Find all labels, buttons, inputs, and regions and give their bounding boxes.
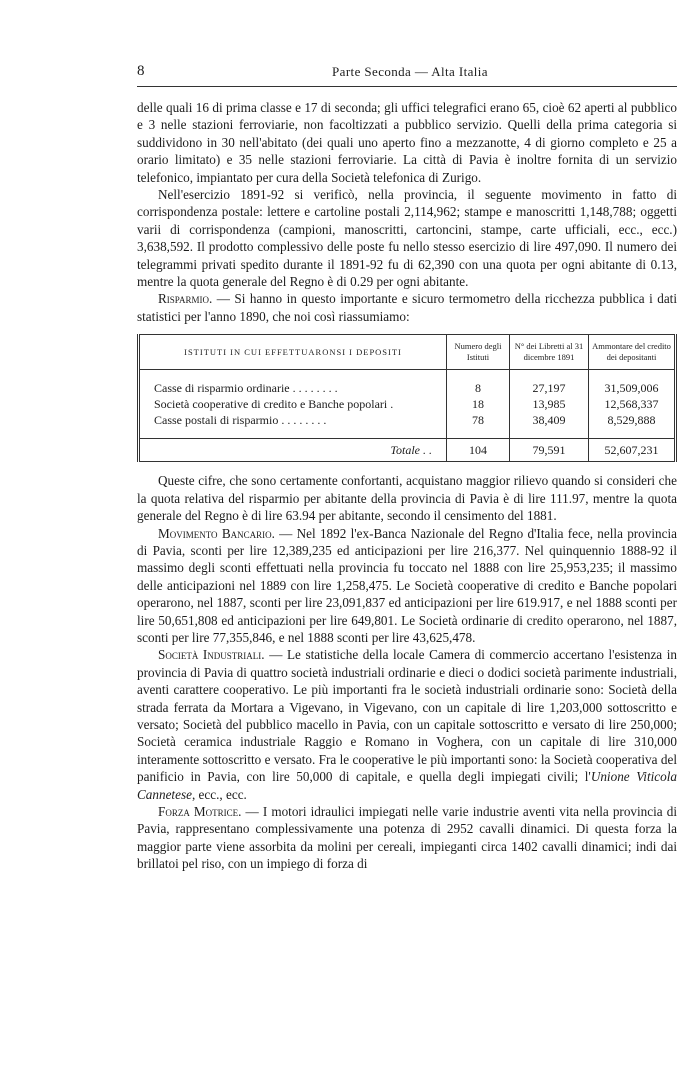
societa-italic-name: Unione Viticola Cannetese: [137, 769, 677, 802]
savings-table-wrapper: [137, 334, 677, 462]
paragraph-quota-risparmio: Queste cifre, che sono certamente confortanti, acquistano maggior rilievo quando si consideri che la quota relativa del risparmio per abitante della provincia di Pavia è di lire 111.97, mentre la quota generale del Regno è di lire 63.94 per abitante, secondo il censimento del 1881.: [137, 473, 677, 524]
paragraph-societa-industriali: [137, 646, 677, 803]
total-libretti: 79,591: [510, 439, 589, 462]
risparmio-text: — Si hanno in questo importante e sicuro termometro della ricchezza pubblica i dati statistici per l'anno 1890, che noi così riassumiamo:: [137, 291, 677, 324]
table-row: [139, 396, 676, 412]
section-heading-societa: Società Industriali.: [158, 647, 265, 663]
cell-istituti: 18: [447, 396, 510, 412]
page-number: 8: [137, 63, 145, 79]
total-label: Totale . .: [139, 439, 447, 462]
paragraph-corrispondenza: Nell'esercizio 1891-92 si verificò, nella provincia, il seguente movimento in fatto di corrispondenza postale: lettere e cartoline postali 2,114,962; stampe e manoscritti 1,148,788; oggetti varii di corrispondenza (campioni, manoscritti, cartoncini, stampe, carte ufficiali, ecc., ecc.) 3,638,592. Il prodotto complessivo delle poste fu nello stesso esercizio di lire 497,090. Il numero dei telegrammi privati spedito durante il 1891-92 fu di 62,390 con una quota per ogni abitante di 0.13, mentre la quota generale del Regno è di 0.29 per ogni abitante.: [137, 187, 677, 290]
table-header-row: [139, 335, 676, 370]
table-total-row: [139, 439, 676, 462]
table-row: [139, 412, 676, 428]
cell-ammontare: 8,529,888: [589, 412, 676, 428]
total-ammontare: 52,607,231: [589, 439, 676, 462]
savings-table: [137, 334, 677, 462]
col-header-numero: Numero degli Istituti: [447, 335, 510, 370]
col-header-istituti: ISTITUTI IN CUI EFFETTUARONSI I DEPOSITI: [139, 335, 447, 370]
col-header-libretti: N° dei Libretti al 31 dicembre 1891: [510, 335, 589, 370]
cell-istituti: 78: [447, 412, 510, 428]
forza-text: — I motori idraulici impiegati nelle varie industrie aventi vita nella provincia di Pavia, rappresentano complessivamente una potenza di 2952 cavalli dinamici. Di questa forza la maggior parte viene assorbita da molini per cereali, impieganti circa 1402 cavalli dinamici; indi dai brillatoi pel riso, con un impiego di forza di: [137, 804, 677, 872]
paragraph-movimento-bancario: [137, 525, 677, 647]
paragraph-telegrafi: delle quali 16 di prima classe e 17 di seconda; gli uffici telegrafici erano 65, cioè 62 aperti al pubblico e 3 nelle stazioni ferroviarie, non facoltizzati a pubblico servizio. Quelli della prima categoria si suddividono in 30 nell'abitato (dei quali uno aperto fino a mezzanotte, 4 di giorno completo e 25 a orario limitato) e 35 nelle stazioni ferroviarie. La città di Pavia è inoltre fornita di un servizio telefonico, impiantato per cura della Società telefonica di Zurigo.: [137, 100, 677, 185]
row-label: Società cooperative di credito e Banche popolari .: [154, 397, 394, 412]
cell-libretti: 27,197: [510, 380, 589, 396]
row-label: Casse di risparmio ordinarie . . . . . . . .: [154, 381, 338, 396]
section-heading-risparmio: Risparmio.: [158, 291, 213, 307]
table-spacer: [139, 428, 676, 439]
cell-istituti: 8: [447, 380, 510, 396]
paragraph-risparmio: [137, 290, 677, 325]
cell-libretti: 13,985: [510, 396, 589, 412]
table-row: [139, 380, 676, 396]
cell-ammontare: 31,509,006: [589, 380, 676, 396]
societa-text: — Le statistiche della locale Camera di commercio accertano l'esistenza in provincia di Pavia di quattro società industriali ordinarie e dieci o dodici società parimente industriali, aventi carattere cooperativo. Le più importanti fra le società industriali ordinarie sono: Società della strada ferrata da Mortara a Vigevano, in Vigevano, con un capitale di lire 1,203,000 sottoscritto e versato; Società del pubblico macello in Pavia, con un capitale sottoscritto e versato di lire 250,000; Società ceramica industriale Raggio e Romano in Voghera, con un capitale di lire 310,000 interamente sottoscritto e versato. Fra le cooperative le più importanti sono: la Società cooperativa del panificio in Pavia, con lire 50,000 di capitale, e quella degli impiegati civili; l': [137, 647, 677, 785]
running-title: Parte Seconda — Alta Italia: [332, 64, 488, 79]
movimento-text: — Nel 1892 l'ex-Banca Nazionale del Regno d'Italia fece, nella provincia di Pavia, sconti per lire 12,389,235 ed anticipazioni per lire 216,377. Nel quinquennio 1888-92 il massimo degli sconti effettuati nella provincia fu toccato nel 1888 con lire 25,953,235; il massimo delle anticipazioni nel 1889 con lire 1,258,475. Le Società cooperative di credito e Banche popolari operarono, nel 1887, sconti per lire 23,091,837 ed anticipazioni per lire 619.917, e nel 1888 sconti per lire 50,651,808 ed anticipazioni per lire 649,801. Le Società ordinarie di credito operarono, nel 1887, sconti per lire 77,355,846, e nel 1888 sconti per lire 43,625,478.: [137, 525, 677, 645]
col-header-ammontare: Ammontare del credito dei depositanti: [589, 335, 676, 370]
paragraph-forza-motrice: [137, 803, 677, 873]
header-rule: [137, 86, 677, 87]
section-heading-forza: Forza Motrice.: [158, 804, 242, 819]
row-label: Casse postali di risparmio . . . . . . . .: [154, 413, 327, 428]
section-heading-movimento: Movimento Bancario.: [158, 525, 275, 541]
cell-libretti: 38,409: [510, 412, 589, 428]
cell-ammontare: 12,568,337: [589, 396, 676, 412]
body-text: [137, 99, 677, 873]
total-istituti: 104: [447, 439, 510, 462]
societa-tail: , ecc., ecc.: [191, 786, 247, 802]
table-spacer: [139, 370, 676, 381]
